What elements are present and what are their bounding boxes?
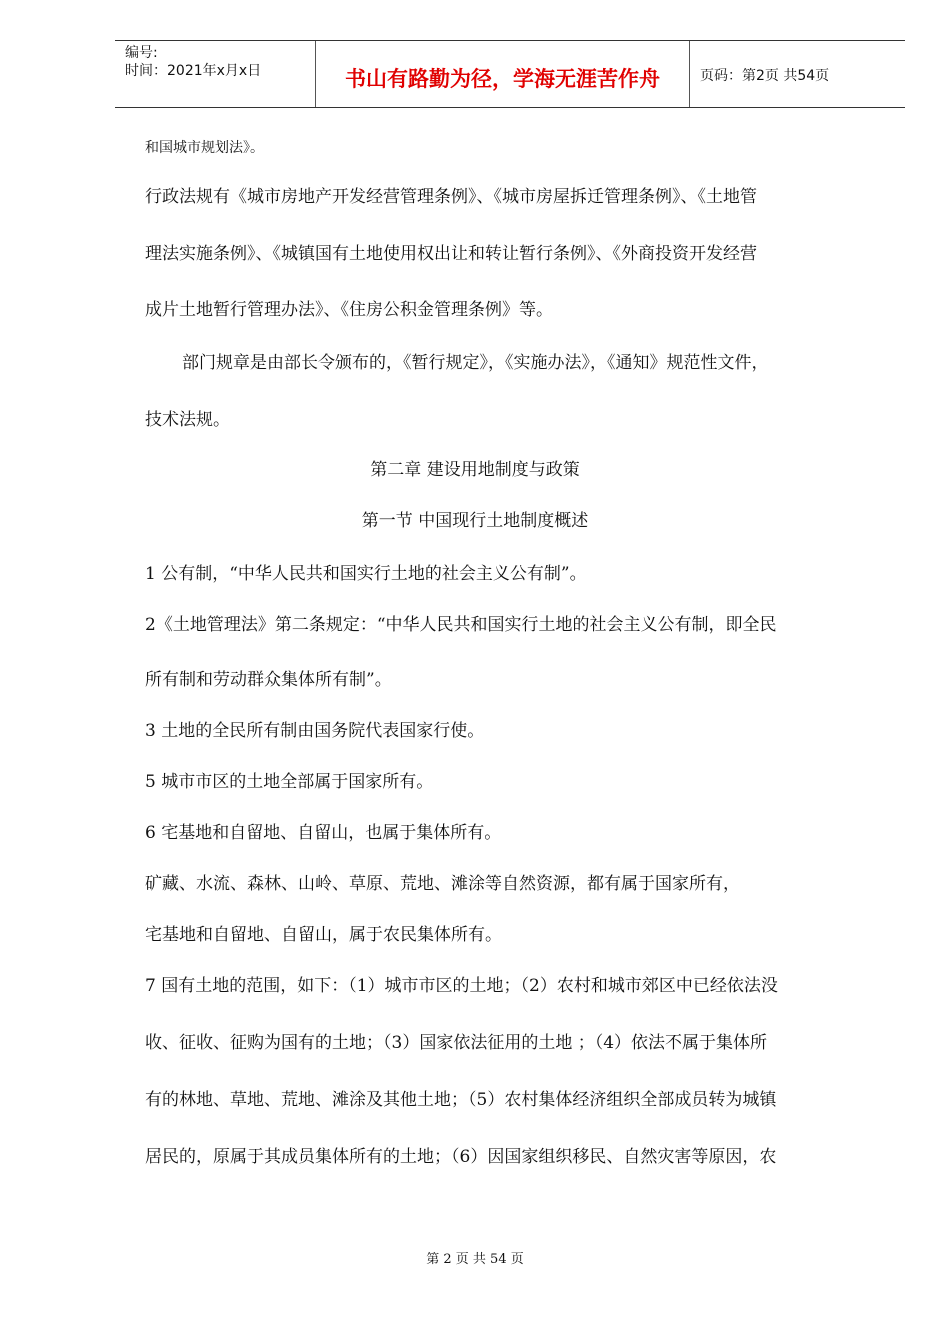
page-footer: 第 2 页 共 54 页 xyxy=(426,1252,524,1267)
body-line: 技术法规。 xyxy=(145,410,230,430)
body-line: 所有制和劳动群众集体所有制”。 xyxy=(145,670,392,690)
body-line: 7 国有土地的范围，如下：（1）城市市区的土地；（2）农村和城市郊区中已经依法没 xyxy=(145,976,778,996)
header-motto-cell xyxy=(316,41,690,107)
body-line: 成片土地暂行管理办法》、《住房公积金管理条例》等。 xyxy=(145,300,553,320)
document-time-label: 时间：2021年x月x日 xyxy=(125,63,262,79)
document-number-label: 编号: xyxy=(125,45,158,61)
body-line: 矿藏、水流、森林、山岭、草原、荒地、滩涂等自然资源，都有属于国家所有， xyxy=(145,874,740,894)
body-line: 有的林地、草地、荒地、滩涂及其他土地；（5）农村集体经济组织全部成员转为城镇 xyxy=(145,1090,777,1110)
header-page-info: 页码：第2页 共54页 xyxy=(700,68,830,84)
body-line: 居民的，原属于其成员集体所有的土地；（6）因国家组织移民、自然灾害等原因，农 xyxy=(145,1147,777,1167)
body-line: 5 城市市区的土地全部属于国家所有。 xyxy=(145,772,434,792)
body-line: 2《土地管理法》第二条规定：“中华人民共和国实行土地的社会主义公有制，即全民 xyxy=(145,615,777,635)
body-line: 部门规章是由部长令颁布的，《暂行规定》，《实施办法》，《通知》规范性文件， xyxy=(182,353,769,373)
page-header xyxy=(115,40,905,108)
body-line: 6 宅基地和自留地、自留山，也属于集体所有。 xyxy=(145,823,502,843)
body-line: 和国城市规划法》。 xyxy=(145,140,264,156)
body-line: 行政法规有《城市房地产开发经营管理条例》、《城市房屋拆迁管理条例》、《土地管 xyxy=(145,187,757,207)
header-meta xyxy=(115,41,316,107)
body-line: 理法实施条例》、《城镇国有土地使用权出让和转让暂行条例》、《外商投资开发经营 xyxy=(145,244,757,264)
body-line: 收、征收、征购为国有的土地；（3）国家依法征用的土地 ；（4）依法不属于集体所 xyxy=(145,1033,768,1053)
body-line: 宅基地和自留地、自留山，属于农民集体所有。 xyxy=(145,925,502,945)
body-line: 1 公有制，“中华人民共和国实行土地的社会主义公有制”。 xyxy=(145,564,587,584)
header-page-cell xyxy=(690,41,905,107)
header-motto: 书山有路勤为径，学海无涯苦作舟 xyxy=(345,67,660,91)
chapter-heading: 第二章 建设用地制度与政策 xyxy=(370,460,580,480)
body-line: 3 土地的全民所有制由国务院代表国家行使。 xyxy=(145,721,485,741)
section-heading: 第一节 中国现行土地制度概述 xyxy=(361,511,589,531)
